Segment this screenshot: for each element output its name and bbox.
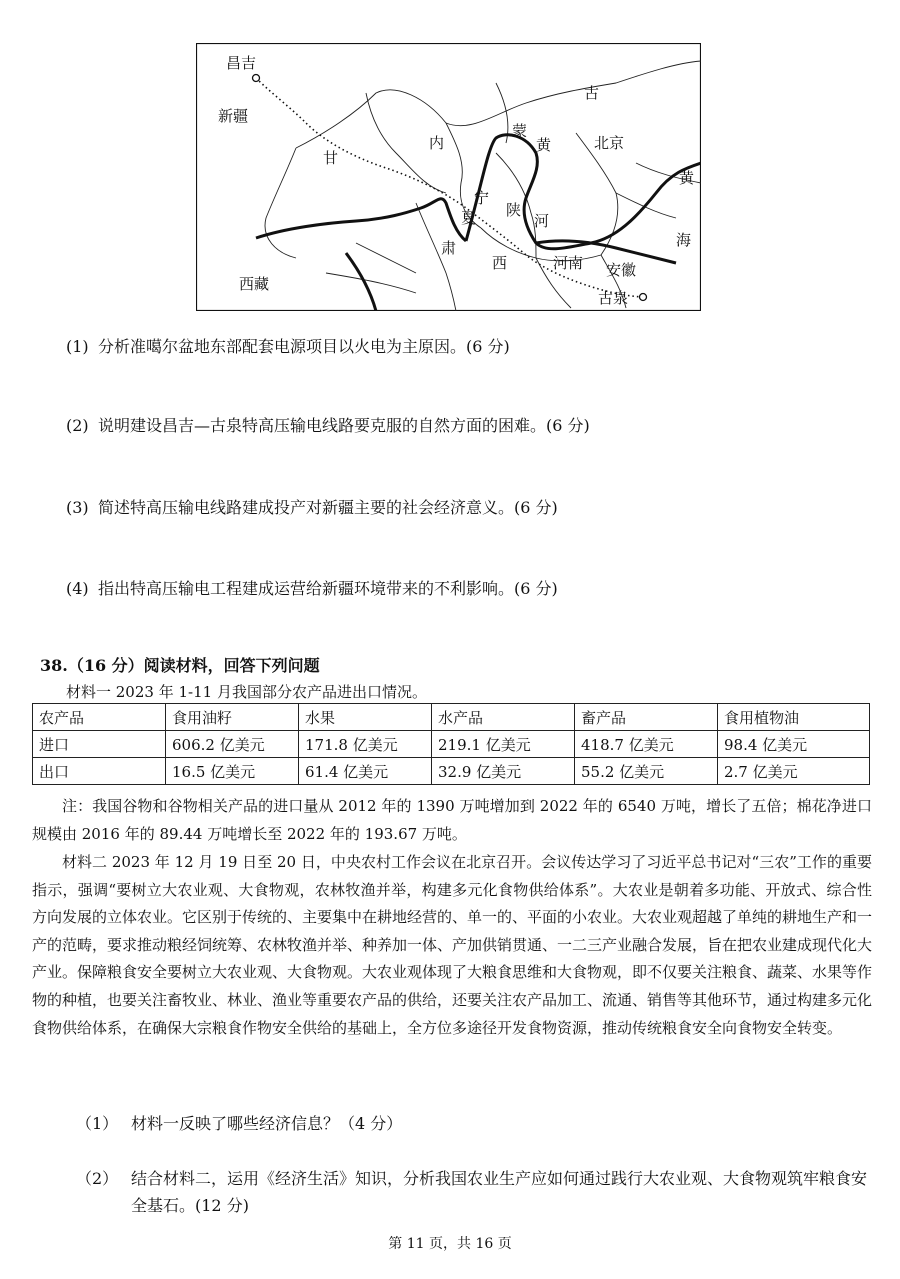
map-label-guquan: 古泉 [598,289,629,307]
question-number: (4) [66,579,89,598]
sub-question-text: 结合材料二，运用《经济生活》知识，分析我国农业生产应如何通过践行大农业观、大食物观筑牢粮食安全基石。(12 分) [131,1169,868,1215]
question-2 [66,415,590,437]
table-row [33,758,870,785]
table-cell: 418.7 亿美元 [575,731,718,758]
table-row [33,731,870,758]
map-label-xinjiang: 新疆 [218,107,249,125]
map-label-huang2: 黄 [679,169,695,187]
map-label-gu: 古 [584,84,600,102]
sub-question-number: （1） [76,1114,119,1133]
question-38-title: 38.（16 分）阅读材料，回答下列问题 [40,656,320,675]
map-label-huang1: 黄 [536,136,552,154]
material-1-intro: 材料一 2023 年 1-11 月我国部分农产品进出口情况。 [66,683,427,701]
question-1 [66,336,510,358]
map-label-gan: 甘 [323,149,339,167]
map-label-meng: 蒙 [512,122,528,140]
table-header-cell: 水产品 [432,704,575,731]
table-header-cell: 农产品 [33,704,166,731]
map-label-ning: 宁 [474,189,490,207]
table-cell: 进口 [33,731,166,758]
map-label-xia: 夏 [461,209,477,227]
sub-question-1 [76,1110,876,1137]
map-label-shan: 陕 [506,201,522,219]
map-label-nei: 内 [429,134,445,152]
table-cell: 2.7 亿美元 [718,758,870,785]
map-label-he: 河 [534,212,550,230]
table-header-cell: 畜产品 [575,704,718,731]
table-cell: 171.8 亿美元 [299,731,432,758]
guquan-point-icon [640,294,647,301]
table-header-cell: 食用植物油 [718,704,870,731]
table-cell: 16.5 亿美元 [166,758,299,785]
table-cell: 98.4 亿美元 [718,731,870,758]
map-label-hai: 海 [676,231,692,249]
sub-question-number: （2） [76,1169,119,1188]
table-header-cell: 水果 [299,704,432,731]
map-label-anhui: 安徽 [606,261,637,279]
map-label-xi: 西 [492,254,508,272]
table-note: 注：我国谷物和谷物相关产品的进口量从 2012 年的 1390 万吨增加到 2022 年的 6540 万吨，增长了五倍；棉花净进口规模由 2016 年的 89.44 万吨增长至 2022 年的 193.67 万吨。 [32,797,872,843]
map-label-beijing: 北京 [594,134,625,152]
question-text: 说明建设昌吉—古泉特高压输电线路要克服的自然方面的困难。(6 分) [98,416,590,435]
table-cell: 219.1 亿美元 [432,731,575,758]
question-text: 简述特高压输电线路建成投产对新疆主要的社会经济意义。(6 分) [98,498,558,517]
page-footer: 第 11 页，共 16 页 [388,1236,512,1252]
sub-question-text: 材料一反映了哪些经济信息？（4 分） [131,1114,403,1133]
question-4 [66,578,558,600]
map-figure [196,43,701,311]
table-header-row [33,704,870,731]
question-text: 分析准噶尔盆地东部配套电源项目以火电为主原因。(6 分) [98,337,510,356]
question-text: 指出特高压输电工程建成运营给新疆环境带来的不利影响。(6 分) [98,579,558,598]
table-cell: 606.2 亿美元 [166,731,299,758]
sub-question-2 [76,1165,876,1219]
question-number: (3) [66,498,89,517]
material-2: 材料二 2023 年 12 月 19 日至 20 日，中央农村工作会议在北京召开。会议传达学习了习近平总书记对“三农”工作的重要指示，强调“要树立大农业观、大食物观，农林牧渔并举，构建多元化食物供给体系”。大农业是朝着多功能、开放式、综合性方向发展的立体农业。它区别于传统的、主要集中在耕地经营的、单一的、平面的小农业。大农业观超越了单纯的耕地生产和一产的范畴，要求推动粮经饲统筹、农林牧渔并举、种养加一体、产加供销贯通、一二三产业融合发展，旨在把农业建成现代化大产业。保障粮食安全要树立大农业观、大食物观。大农业观体现了大粮食思维和大食物观，即不仅要关注粮食、蔬菜、水果等作物的种植，也要关注畜牧业、林业、渔业等重要农产品的供给，还要关注农产品加工、流通、销售等其他环节，通过构建多元化食物供给体系，在确保大宗粮食作物安全供给的基础上，全方位多途径开发食物资源，推动传统粮食安全向食物安全转变。 [32,853,873,1037]
table-cell: 55.2 亿美元 [575,758,718,785]
map-label-su: 肃 [441,239,457,257]
question-3 [66,497,558,519]
table-header-cell: 食用油籽 [166,704,299,731]
table-cell: 61.4 亿美元 [299,758,432,785]
changji-point-icon [253,75,260,82]
table-cell: 出口 [33,758,166,785]
table-cell: 32.9 亿美元 [432,758,575,785]
map-label-henan: 河南 [553,254,584,272]
map-label-changji: 昌吉 [226,54,257,72]
question-number: (2) [66,416,89,435]
question-number: (1) [66,337,89,356]
agri-trade-table [32,703,870,785]
map-label-xizang: 西藏 [239,275,270,293]
